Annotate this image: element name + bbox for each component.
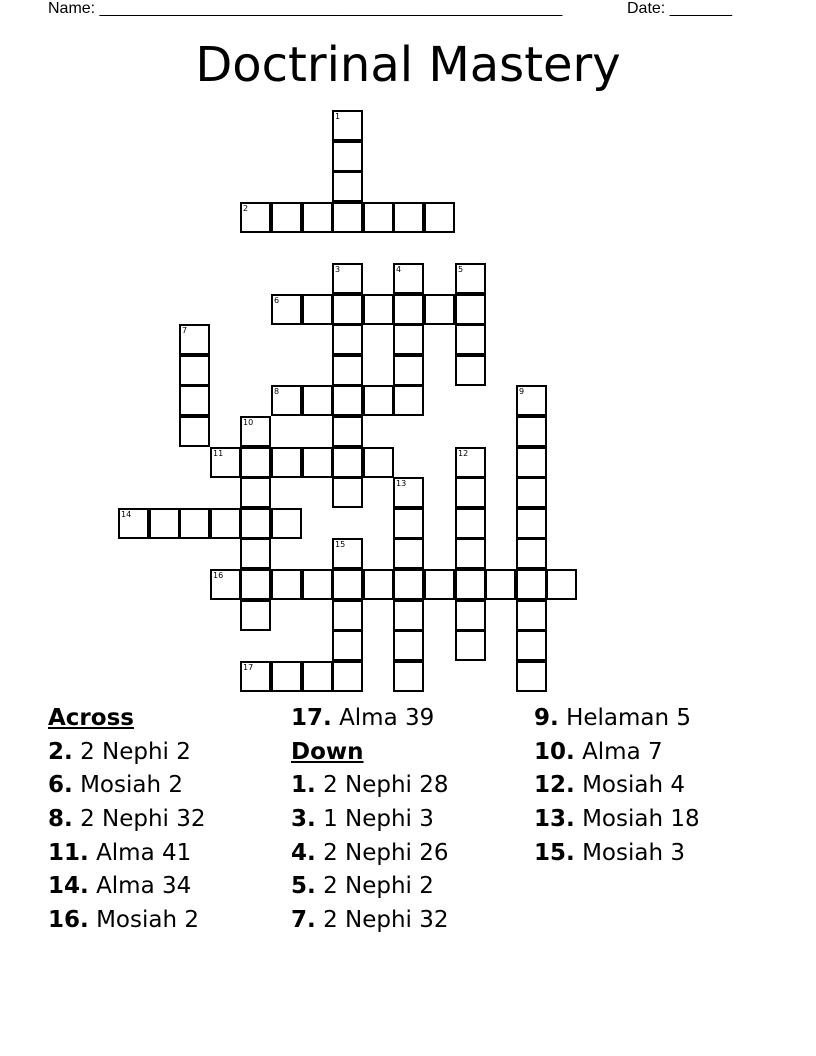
crossword-cell[interactable] <box>363 294 394 325</box>
clue-reference: Mosiah 2 <box>96 907 199 934</box>
crossword-cell[interactable] <box>271 508 302 539</box>
crossword-cell[interactable] <box>332 600 363 631</box>
crossword-cell[interactable] <box>240 569 271 600</box>
clue-list <box>48 702 778 942</box>
crossword-cell[interactable] <box>149 508 180 539</box>
clue-down-1 <box>291 769 449 803</box>
crossword-cell[interactable] <box>455 294 486 325</box>
crossword-cell[interactable] <box>332 202 363 233</box>
clue-number: 16. <box>48 907 89 934</box>
clue-reference: 2 Nephi 32 <box>80 806 206 833</box>
crossword-cell[interactable] <box>118 508 149 539</box>
crossword-cell[interactable] <box>393 600 424 631</box>
crossword-cell[interactable] <box>393 355 424 386</box>
crossword-cell[interactable] <box>455 263 486 294</box>
crossword-cell[interactable] <box>516 508 547 539</box>
clue-column-1 <box>48 702 206 938</box>
clue-down-13 <box>534 803 700 837</box>
crossword-cell[interactable] <box>393 569 424 600</box>
crossword-cell[interactable] <box>455 630 486 661</box>
clue-across-2 <box>48 736 206 770</box>
crossword-cell[interactable] <box>332 538 363 569</box>
crossword-cell[interactable] <box>179 508 210 539</box>
clue-number: 12. <box>534 772 575 799</box>
clue-across-11 <box>48 837 206 871</box>
cell-number: 6 <box>274 296 280 305</box>
clue-reference: Alma 7 <box>582 738 663 765</box>
crossword-cell[interactable] <box>424 202 455 233</box>
clue-reference: Alma 41 <box>96 839 192 866</box>
cell-number: 12 <box>458 449 469 458</box>
clue-number: 2. <box>48 738 73 765</box>
crossword-cell[interactable] <box>393 294 424 325</box>
crossword-cell[interactable] <box>302 294 333 325</box>
crossword-cell[interactable] <box>240 600 271 631</box>
crossword-cell[interactable] <box>455 600 486 631</box>
clue-down-12 <box>534 769 700 803</box>
clue-down-7 <box>291 904 449 938</box>
clue-number: 1. <box>291 772 316 799</box>
clue-reference: 2 Nephi 26 <box>323 839 449 866</box>
crossword-cell[interactable] <box>302 569 333 600</box>
clue-reference: 2 Nephi 32 <box>323 907 449 934</box>
puzzle-title: Doctrinal Mastery <box>195 37 621 93</box>
clue-number: 11. <box>48 839 89 866</box>
crossword-cell[interactable] <box>271 447 302 478</box>
crossword-cell[interactable] <box>271 202 302 233</box>
crossword-cell[interactable] <box>332 263 363 294</box>
crossword-cell[interactable] <box>393 661 424 692</box>
crossword-cell[interactable] <box>455 569 486 600</box>
crossword-cell[interactable] <box>485 569 516 600</box>
clue-reference: Helaman 5 <box>566 705 692 731</box>
clue-down-5 <box>291 870 449 904</box>
clue-number: 14. <box>48 873 89 900</box>
crossword-cell[interactable] <box>271 661 302 692</box>
crossword-cell[interactable] <box>393 630 424 661</box>
crossword-cell[interactable] <box>455 324 486 355</box>
crossword-cell[interactable] <box>179 355 210 386</box>
crossword-cell[interactable] <box>302 447 333 478</box>
clue-reference: Mosiah 18 <box>582 806 700 833</box>
crossword-cell[interactable] <box>393 477 424 508</box>
clue-number: 7. <box>291 907 316 934</box>
crossword-cell[interactable] <box>271 569 302 600</box>
cell-number: 3 <box>335 265 341 274</box>
crossword-cell[interactable] <box>332 141 363 172</box>
clue-across-8 <box>48 803 206 837</box>
crossword-cell[interactable] <box>302 385 333 416</box>
clue-across-14 <box>48 870 206 904</box>
clue-number: 8. <box>48 806 73 833</box>
crossword-cell[interactable] <box>302 202 333 233</box>
clue-reference: Alma 39 <box>339 705 435 731</box>
crossword-cell[interactable] <box>332 324 363 355</box>
crossword-cell[interactable] <box>516 385 547 416</box>
cell-number: 5 <box>458 265 464 274</box>
clue-reference: Mosiah 3 <box>582 839 685 866</box>
crossword-cell[interactable] <box>516 416 547 447</box>
name-field-label: Name: ____________________________________________________ <box>48 0 563 17</box>
across-heading: Across <box>48 705 134 731</box>
cell-number: 16 <box>213 571 224 580</box>
cell-number: 1 <box>335 112 341 121</box>
clue-column-2 <box>291 702 449 938</box>
clue-across-6 <box>48 769 206 803</box>
cell-number: 17 <box>243 663 254 672</box>
crossword-cell[interactable] <box>516 447 547 478</box>
crossword-cell[interactable] <box>332 630 363 661</box>
crossword-cell[interactable] <box>363 447 394 478</box>
clue-down-4 <box>291 837 449 871</box>
crossword-cell[interactable] <box>546 569 577 600</box>
crossword-cell[interactable] <box>455 355 486 386</box>
crossword-cell[interactable] <box>516 630 547 661</box>
clue-number: 3. <box>291 806 316 833</box>
clue-reference: 1 Nephi 3 <box>323 806 434 833</box>
clue-down-10 <box>534 736 700 770</box>
crossword-cell[interactable] <box>455 447 486 478</box>
clue-number: 5. <box>291 873 316 900</box>
cell-number: 15 <box>335 540 346 549</box>
crossword-cell[interactable] <box>332 171 363 202</box>
clue-reference: Mosiah 2 <box>80 772 183 799</box>
crossword-cell[interactable] <box>332 477 363 508</box>
cell-number: 8 <box>274 387 280 396</box>
crossword-cell[interactable] <box>516 661 547 692</box>
crossword-cell[interactable] <box>516 569 547 600</box>
crossword-cell[interactable] <box>240 477 271 508</box>
clue-reference: 2 Nephi 2 <box>80 738 191 765</box>
clue-reference: 2 Nephi 28 <box>323 772 449 799</box>
clue-column-3 <box>534 702 700 870</box>
cell-number: 11 <box>213 449 224 458</box>
crossword-cell[interactable] <box>332 385 363 416</box>
cell-number: 10 <box>243 418 254 427</box>
crossword-cell[interactable] <box>210 447 241 478</box>
crossword-cell[interactable] <box>455 508 486 539</box>
clue-number: 4. <box>291 839 316 866</box>
crossword-cell[interactable] <box>424 569 455 600</box>
clue-down-9 <box>534 702 700 736</box>
crossword-cell[interactable] <box>240 202 271 233</box>
crossword-cell[interactable] <box>455 477 486 508</box>
crossword-cell[interactable] <box>393 202 424 233</box>
crossword-cell[interactable] <box>271 294 302 325</box>
crossword-cell[interactable] <box>332 355 363 386</box>
crossword-cell[interactable] <box>332 110 363 141</box>
cell-number: 7 <box>182 326 188 335</box>
crossword-cell[interactable] <box>393 385 424 416</box>
cell-number: 13 <box>396 479 407 488</box>
clue-number: 6. <box>48 772 73 799</box>
crossword-cell[interactable] <box>393 324 424 355</box>
clue-across-16 <box>48 904 206 938</box>
crossword-cell[interactable] <box>210 508 241 539</box>
clue-number: 13. <box>534 806 575 833</box>
crossword-cell[interactable] <box>179 385 210 416</box>
cell-number: 2 <box>243 204 249 213</box>
clue-number: 15. <box>534 839 575 866</box>
crossword-cell[interactable] <box>332 294 363 325</box>
crossword-cell[interactable] <box>393 508 424 539</box>
clue-down-15 <box>534 837 700 871</box>
crossword-cell[interactable] <box>240 538 271 569</box>
clue-reference: 2 Nephi 2 <box>323 873 434 900</box>
crossword-cell[interactable] <box>302 661 333 692</box>
crossword-cell[interactable] <box>210 569 241 600</box>
crossword-cell[interactable] <box>240 508 271 539</box>
crossword-cell[interactable] <box>271 385 302 416</box>
crossword-cell[interactable] <box>332 569 363 600</box>
crossword-cell[interactable] <box>393 263 424 294</box>
crossword-cell[interactable] <box>393 538 424 569</box>
clue-reference: Mosiah 4 <box>582 772 685 799</box>
clue-down-3 <box>291 803 449 837</box>
crossword-cell[interactable] <box>455 538 486 569</box>
crossword-cell[interactable] <box>516 477 547 508</box>
down-heading: Down <box>291 738 364 765</box>
crossword-cell[interactable] <box>332 447 363 478</box>
crossword-cell[interactable] <box>363 385 394 416</box>
crossword-cell[interactable] <box>240 661 271 692</box>
clue-number: 9. <box>534 705 559 731</box>
crossword-cell[interactable] <box>332 661 363 692</box>
crossword-cell[interactable] <box>516 538 547 569</box>
crossword-cell[interactable] <box>240 447 271 478</box>
clue-number: 10. <box>534 738 575 765</box>
cell-number: 9 <box>519 387 525 396</box>
crossword-cell[interactable] <box>332 416 363 447</box>
crossword-cell[interactable] <box>363 202 394 233</box>
clue-reference: Alma 34 <box>96 873 192 900</box>
crossword-cell[interactable] <box>240 416 271 447</box>
date-field-label: Date: _______ <box>627 0 732 17</box>
clue-across-17 <box>291 702 449 736</box>
cell-number: 14 <box>121 510 132 519</box>
clue-number: 17. <box>291 705 332 731</box>
crossword-cell[interactable] <box>363 569 394 600</box>
crossword-cell[interactable] <box>179 416 210 447</box>
crossword-cell[interactable] <box>424 294 455 325</box>
crossword-cell[interactable] <box>516 600 547 631</box>
cell-number: 4 <box>396 265 402 274</box>
crossword-cell[interactable] <box>179 324 210 355</box>
